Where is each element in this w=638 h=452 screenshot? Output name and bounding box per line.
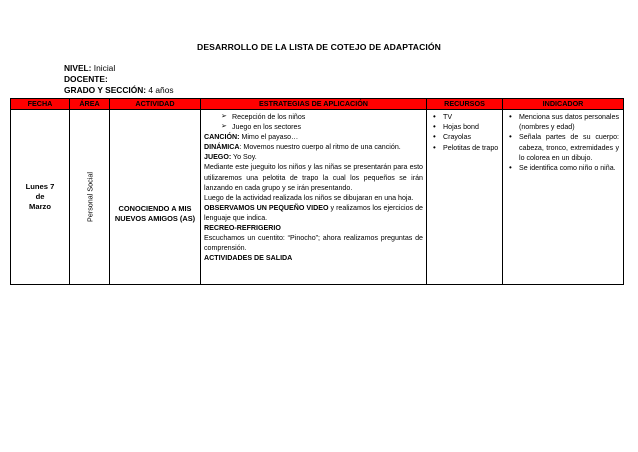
header-recursos: RECURSOS [427, 99, 503, 110]
activity-table [10, 98, 624, 285]
paragraph: Escuchamos un cuentito: “Pinocho”; ahora realizamos preguntas de comprensión. [204, 234, 423, 253]
header-fecha: FECHA [11, 99, 70, 110]
indicador-item: • Se identifica como niño o niña. [505, 163, 619, 173]
dinamica-line [204, 142, 423, 152]
nivel-value: Inicial [93, 63, 116, 73]
cancion-label: CANCIÓN: [204, 133, 240, 142]
grado-value: 4 años [148, 85, 174, 95]
estrategias-cell [201, 110, 427, 285]
observamos-text: y realizamos los ejercicios de lenguaje que indica. [204, 203, 423, 222]
document-title: DESARROLLO DE LA LISTA DE COTEJO DE ADAPTACIÓN [197, 42, 441, 52]
nivel-label: NIVEL: [64, 63, 92, 73]
dinamica-label: DINÁMICA [204, 143, 240, 152]
paragraph: Luego de la actividad realizada los niños se dibujaran en una hoja. [204, 193, 414, 202]
header-actividad: ACTIVIDAD [110, 99, 201, 110]
fecha-line: Lunes 7 [25, 182, 55, 191]
indicador-cell [503, 110, 624, 285]
recursos-cell [427, 110, 503, 285]
estrategia-bullet: ➢ Juego en los sectores [204, 122, 423, 132]
table-row [11, 110, 624, 285]
docente-row [64, 74, 174, 85]
paragraph: Mediante este jueguito los niños y las niñas se presentarán para esto utilizaremos una pelotita de trapo la cual los pequeños se irán lanzando en cada grupo y se irán presentando. [204, 163, 423, 192]
header-estrategias: ESTRATEGIAS DE APLICACIÓN [201, 99, 427, 110]
header-indicador: INDICADOR [503, 99, 624, 110]
recurso-item: • Crayolas [429, 132, 500, 142]
area-text: Personal Social [85, 172, 94, 222]
area-cell [70, 110, 110, 285]
header-info [64, 63, 174, 96]
juego-label: JUEGO: [204, 153, 232, 162]
actividad-line: NUEVOS AMIGOS (AS) [114, 214, 196, 223]
grado-label: GRADO Y SECCIÓN: [64, 85, 147, 95]
nivel-row [64, 63, 174, 74]
fecha-cell [11, 110, 70, 285]
indicador-item: • Menciona sus datos personales (nombres y edad) [505, 112, 619, 132]
cancion-line [204, 132, 423, 142]
table-header-row [11, 99, 624, 110]
estrategia-bullet: ➢ Recepción de los niños [204, 112, 423, 122]
grado-row [64, 85, 174, 96]
fecha-line: de [35, 192, 45, 201]
header-area: ÁREA [70, 99, 110, 110]
fecha-line: Marzo [29, 202, 51, 211]
observamos-label: OBSERVAMOS UN PEQUEÑO VIDEO [204, 203, 329, 212]
juego-text: Yo Soy. [231, 153, 257, 162]
salida-heading: ACTIVIDADES DE SALIDA [204, 254, 293, 263]
recreo-heading: RECREO-REFRIGERIO [204, 224, 281, 233]
recurso-item: • Pelotitas de trapo [429, 143, 500, 153]
recurso-item: • Hojas bond [429, 122, 500, 132]
cancion-text: Mimo el payaso… [239, 133, 299, 142]
docente-label: DOCENTE: [64, 74, 108, 84]
indicador-item: • Señala partes de su cuerpo: cabeza, tronco, extremidades y lo colorea en un dibujo. [505, 132, 619, 163]
recurso-item: • TV [429, 112, 500, 122]
dinamica-text: : Movemos nuestro cuerpo al ritmo de una canción. [239, 143, 401, 152]
actividad-cell [110, 110, 201, 285]
juego-line [204, 152, 423, 162]
actividad-line: CONOCIENDO A MIS [118, 204, 192, 213]
observamos-line [204, 203, 423, 223]
